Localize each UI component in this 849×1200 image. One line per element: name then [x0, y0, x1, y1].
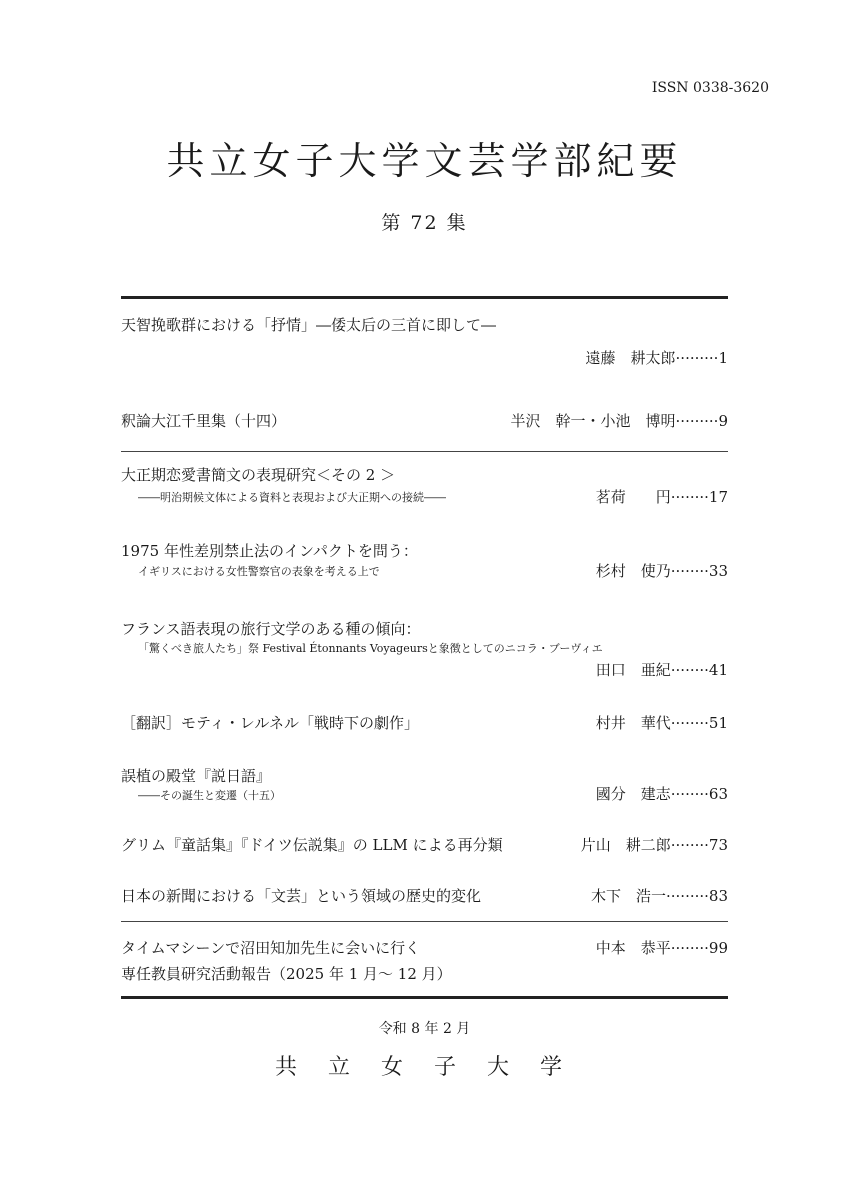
entry-subtitle: ――その誕生と変遷（十五） — [138, 789, 281, 802]
entry-author: 木下 浩一 — [590, 887, 666, 905]
entry-author-page — [511, 410, 728, 431]
entry-page: ········17 — [670, 488, 728, 506]
entry-author: 中本 恭平 — [595, 939, 671, 957]
entry-title: 大正期恋愛書簡文の表現研究＜その 2 ＞ — [121, 466, 396, 484]
entry-author-page — [596, 486, 728, 507]
section-divider — [121, 451, 728, 452]
entry-author-page — [596, 783, 728, 804]
entry-page: ········63 — [670, 785, 728, 803]
entry-author: 國分 建志 — [595, 785, 671, 803]
entry-author: 村井 華代 — [595, 714, 671, 732]
entry-author-page — [596, 712, 728, 733]
publisher-name: 共 立 女 子 大 学 — [275, 1055, 574, 1080]
entry-page: ·········83 — [666, 887, 728, 905]
entry-author: 田口 亜紀 — [595, 661, 671, 679]
journal-title: 共立女子大学文芸学部紀要 — [166, 139, 683, 183]
entry-page: ·········9 — [675, 412, 728, 430]
entry-author-page — [596, 937, 728, 958]
entry-title: タイムマシーンで沼田知加先生に会いに行く — [121, 939, 421, 957]
entry-title: 日本の新聞における「文芸」という領域の歴史的変化 — [121, 887, 482, 905]
bottom-rule — [121, 996, 728, 999]
volume-number: 第 72 集 — [381, 212, 468, 234]
entry-subtitle: イギリスにおける女性警察官の表象を考える上で — [138, 565, 380, 578]
section-divider — [121, 921, 728, 922]
entry-title: グリム『童話集』『ドイツ伝説集』の LLM による再分類 — [121, 836, 503, 854]
entry-author: 半沢 幹一・小池 博明 — [510, 412, 676, 430]
entry-subtitle: 「驚くべき旅人たち」祭 Festival Étonnants Voyageursと象徴としてのニコラ・ブーヴィエ — [138, 642, 603, 655]
entry-author-page — [586, 347, 728, 368]
entry-author-page — [596, 659, 728, 680]
entry-page: ········41 — [670, 661, 728, 679]
entry-page: ·········1 — [675, 349, 728, 367]
entry-title: 1975 年性差別禁止法のインパクトを問う： — [121, 542, 418, 560]
entry-title: フランス語表現の旅行文学のある種の傾向： — [121, 620, 421, 638]
entry-page: ········73 — [670, 836, 728, 854]
issn-number: ISSN 0338-3620 — [651, 80, 769, 96]
entry-page: ········51 — [670, 714, 728, 732]
entry-page: ········33 — [670, 562, 728, 580]
entry-title: 天智挽歌群における「抒情」―倭太后の三首に即して― — [121, 316, 497, 334]
entry-subtitle: ――明治期候文体による資料と表現および大正期への接続―― — [138, 491, 446, 504]
entry-author: 遠藤 耕太郎 — [585, 349, 676, 367]
entry-title: 誤植の殿堂『説日語』 — [121, 767, 272, 785]
entry-page: ········99 — [670, 939, 728, 957]
publication-date: 令和 8 年 2 月 — [378, 1021, 471, 1037]
entry-author-page — [596, 560, 728, 581]
top-rule — [121, 296, 728, 299]
entry-author-page — [581, 834, 728, 855]
entry-author: 茗荷 円 — [595, 488, 671, 506]
entry-author-page — [591, 885, 728, 906]
entry-title: ［翻訳］モティ・レルネル「戦時下の劇作」 — [121, 714, 419, 732]
entry-author: 杉村 使乃 — [595, 562, 671, 580]
entry-title: 釈論大江千里集（十四） — [121, 412, 287, 430]
entry-title: 専任教員研究活動報告（2025 年 1 月～ 12 月） — [121, 965, 452, 983]
entry-author: 片山 耕二郎 — [580, 836, 671, 854]
